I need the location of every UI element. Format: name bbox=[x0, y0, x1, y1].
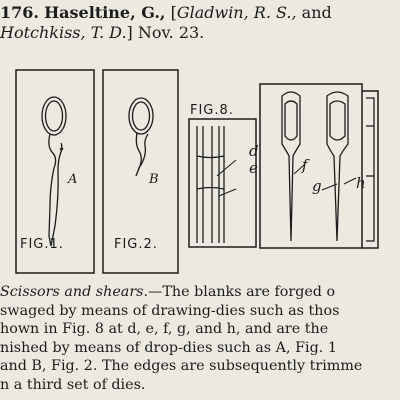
fig8-left-frame bbox=[189, 119, 256, 247]
part-a-label: A bbox=[68, 172, 78, 187]
description-line-3: hown in Fig. 8 at d, e, f, g, and h, and are the bbox=[0, 321, 329, 337]
fig2-label: FIG.2. bbox=[114, 237, 158, 252]
part-f-label: f bbox=[302, 156, 308, 174]
part-b-label: B bbox=[149, 172, 159, 187]
patent-number: 176. bbox=[0, 3, 39, 22]
subject-title: Scissors and shears. bbox=[0, 284, 149, 300]
fig8-right-die bbox=[282, 92, 374, 241]
patentee-name: Haseltine, G., bbox=[44, 3, 166, 22]
description-line-1 bbox=[0, 283, 400, 302]
bracket-close: ] bbox=[126, 23, 133, 42]
and-text: and bbox=[301, 3, 332, 22]
patent-description bbox=[0, 283, 400, 394]
blade-a-drawing bbox=[42, 97, 66, 246]
fig8-label: FIG.8. bbox=[190, 103, 234, 118]
patent-header-line-2 bbox=[0, 24, 204, 42]
fig8-left-die bbox=[197, 126, 236, 243]
patent-header-line-1 bbox=[0, 4, 332, 22]
part-g-label: g bbox=[312, 177, 322, 195]
fig8-right-frame bbox=[260, 84, 362, 248]
description-line-2: swaged by means of drawing-dies such as thos bbox=[0, 302, 340, 319]
part-d-label: d bbox=[249, 142, 259, 160]
description-line-4: nished by means of drop-dies such as A, Fig. 1 bbox=[0, 339, 337, 356]
assignor-1: Gladwin, R. S., bbox=[176, 3, 297, 22]
fig1-label: FIG.1. bbox=[20, 237, 64, 252]
patent-date: Nov. 23. bbox=[137, 23, 205, 42]
blade-b-drawing bbox=[129, 98, 153, 176]
description-line-6: n a third set of dies. bbox=[0, 376, 146, 393]
part-e-label: e bbox=[249, 159, 258, 177]
bracket-open: [ bbox=[170, 3, 177, 22]
description-line-5: and B, Fig. 2. The edges are subsequently trimme bbox=[0, 358, 363, 374]
figures-area bbox=[0, 56, 400, 276]
assignor-2: Hotchkiss, T. D. bbox=[0, 23, 127, 42]
description-line-1-rest: —The blanks are forged o bbox=[148, 284, 336, 300]
part-h-label: h bbox=[356, 174, 366, 192]
